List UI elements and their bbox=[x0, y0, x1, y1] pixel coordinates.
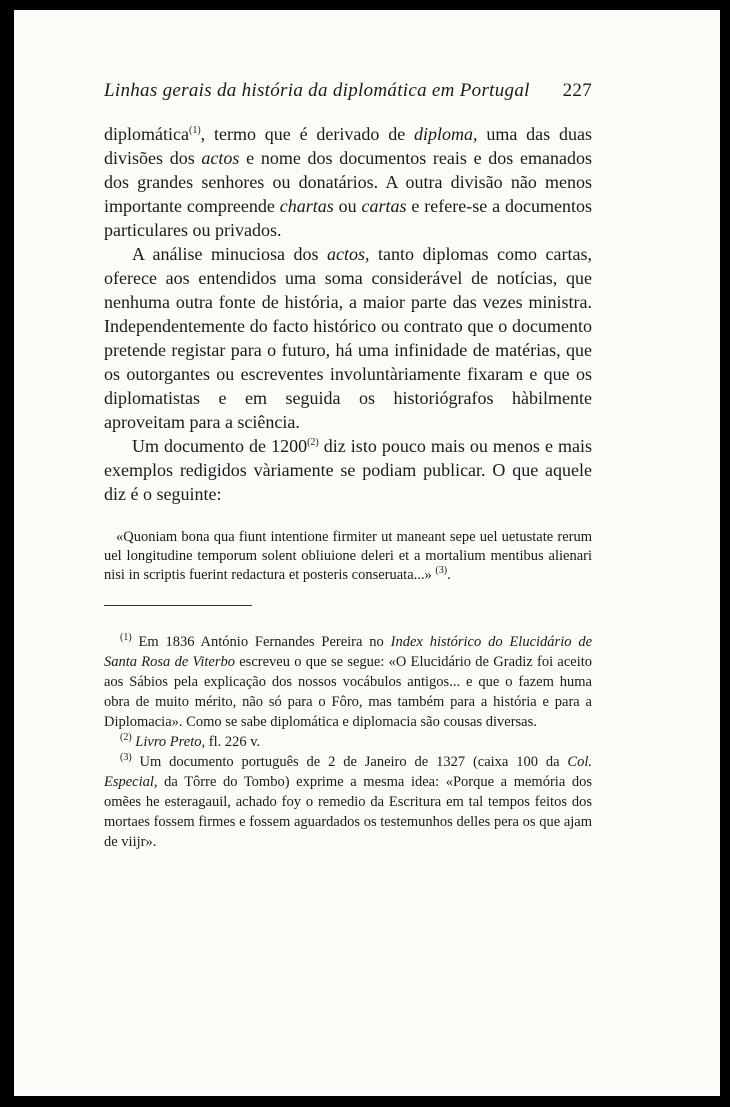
text-run: actos, bbox=[327, 244, 370, 264]
footnote-divider bbox=[104, 605, 252, 606]
text-run: Col. Especial, bbox=[104, 754, 592, 790]
running-head-title: Linhas gerais da história da diplomática em Portugal bbox=[104, 80, 530, 101]
text-run: fl. 226 v. bbox=[205, 734, 261, 750]
paragraph-2 bbox=[104, 242, 592, 434]
note-marker: (1) bbox=[188, 125, 201, 136]
note-marker: (1) bbox=[120, 632, 132, 644]
note-marker: (2) bbox=[307, 437, 319, 448]
text-run: e refere-se a documentos particulares ou privados. bbox=[104, 196, 592, 240]
paragraph-3 bbox=[104, 434, 592, 506]
latin-quotation bbox=[104, 528, 592, 585]
note-marker: (2) bbox=[120, 732, 132, 744]
text-run: uma das duas divisões dos bbox=[104, 124, 592, 168]
text-run: escreveu o que se segue: «O Elucidário de Gradiz foi aceito aos Sábios pela explicação dos nossos vocábulos antigos... e que o fazem huma obra de muito mérito, não só para o Fôro, mas também para a história e para a Diplomacia». Como se sabe diplomática e diplomacia são cousas diversas. bbox=[104, 654, 592, 730]
text-run: actos bbox=[201, 148, 240, 168]
text-run: diplomática bbox=[104, 124, 189, 144]
text-run: , termo que é derivado de bbox=[200, 124, 415, 144]
text-run: da Tôrre do Tombo) exprime a mesma idea: «Porque a memória dos omẽes he esteragauil, achado foy o remedio da Escritura em tal tempos feitos dos mortaes fossem firmes e fossem aguardados os testemunhos delles pera os que ajam de viijr». bbox=[104, 774, 592, 850]
note-marker: (3) bbox=[120, 752, 132, 764]
body-text bbox=[104, 122, 592, 506]
book-page bbox=[14, 10, 720, 1096]
text-run: Em 1836 António Fernandes Pereira no bbox=[131, 634, 391, 650]
note-marker: (3) bbox=[435, 565, 448, 577]
footnote-1 bbox=[104, 632, 592, 732]
text-run: e nome dos documentos reais e dos emanados dos grandes senhores ou donatários. A outra divisão não menos importante compreende bbox=[104, 148, 592, 216]
text-run: Um documento de 1200 bbox=[132, 436, 308, 456]
text-run: diz isto pouco mais ou menos e mais exemplos redigidos vàriamente se podiam publicar. O que aquele diz é o seguinte: bbox=[104, 436, 592, 504]
text-run: Um documento português de 2 de Janeiro de 1327 (caixa 100 da bbox=[131, 754, 568, 770]
text-run: «Quoniam bona qua fiunt intentione firmiter ut maneant sepe uel uetustate rerum uel longitudine temporum solent obliuione deleri et a mortalium mentibus alienari nisi in scriptis fuerint redactura et posteris conseruata...» bbox=[104, 529, 592, 583]
text-run: diploma, bbox=[414, 124, 478, 144]
quotation-text bbox=[104, 528, 592, 585]
paragraph-1 bbox=[104, 122, 592, 242]
text-run: ou bbox=[333, 196, 362, 216]
running-head bbox=[104, 80, 592, 110]
text-run: cartas bbox=[361, 196, 407, 216]
text-run: Livro Preto, bbox=[135, 734, 206, 750]
text-run: A análise minuciosa dos bbox=[132, 244, 328, 264]
footnote-2 bbox=[104, 732, 592, 752]
footnotes bbox=[104, 632, 592, 852]
text-run: . bbox=[447, 567, 451, 583]
page-content bbox=[104, 80, 592, 852]
text-run: tanto diplomas como cartas, oferece aos entendidos uma soma considerável de notícias, que nenhuma outra fonte de história, a maior parte das vezes ministra. Independentemente do facto histórico ou contrato que o documento pretende registar para o futuro, há uma infinidade de matérias, que os outorgantes ou escreventes involuntàriamente fixaram e que os diplomatistas e em seguida os historiógrafos hàbilmente aproveitam para a sciência. bbox=[104, 244, 592, 432]
text-run: Index histórico do Elucidário de Santa Rosa de Viterbo bbox=[104, 634, 593, 670]
footnote-3 bbox=[104, 752, 592, 852]
text-run: chartas bbox=[279, 196, 334, 216]
page-number: 227 bbox=[562, 80, 592, 101]
